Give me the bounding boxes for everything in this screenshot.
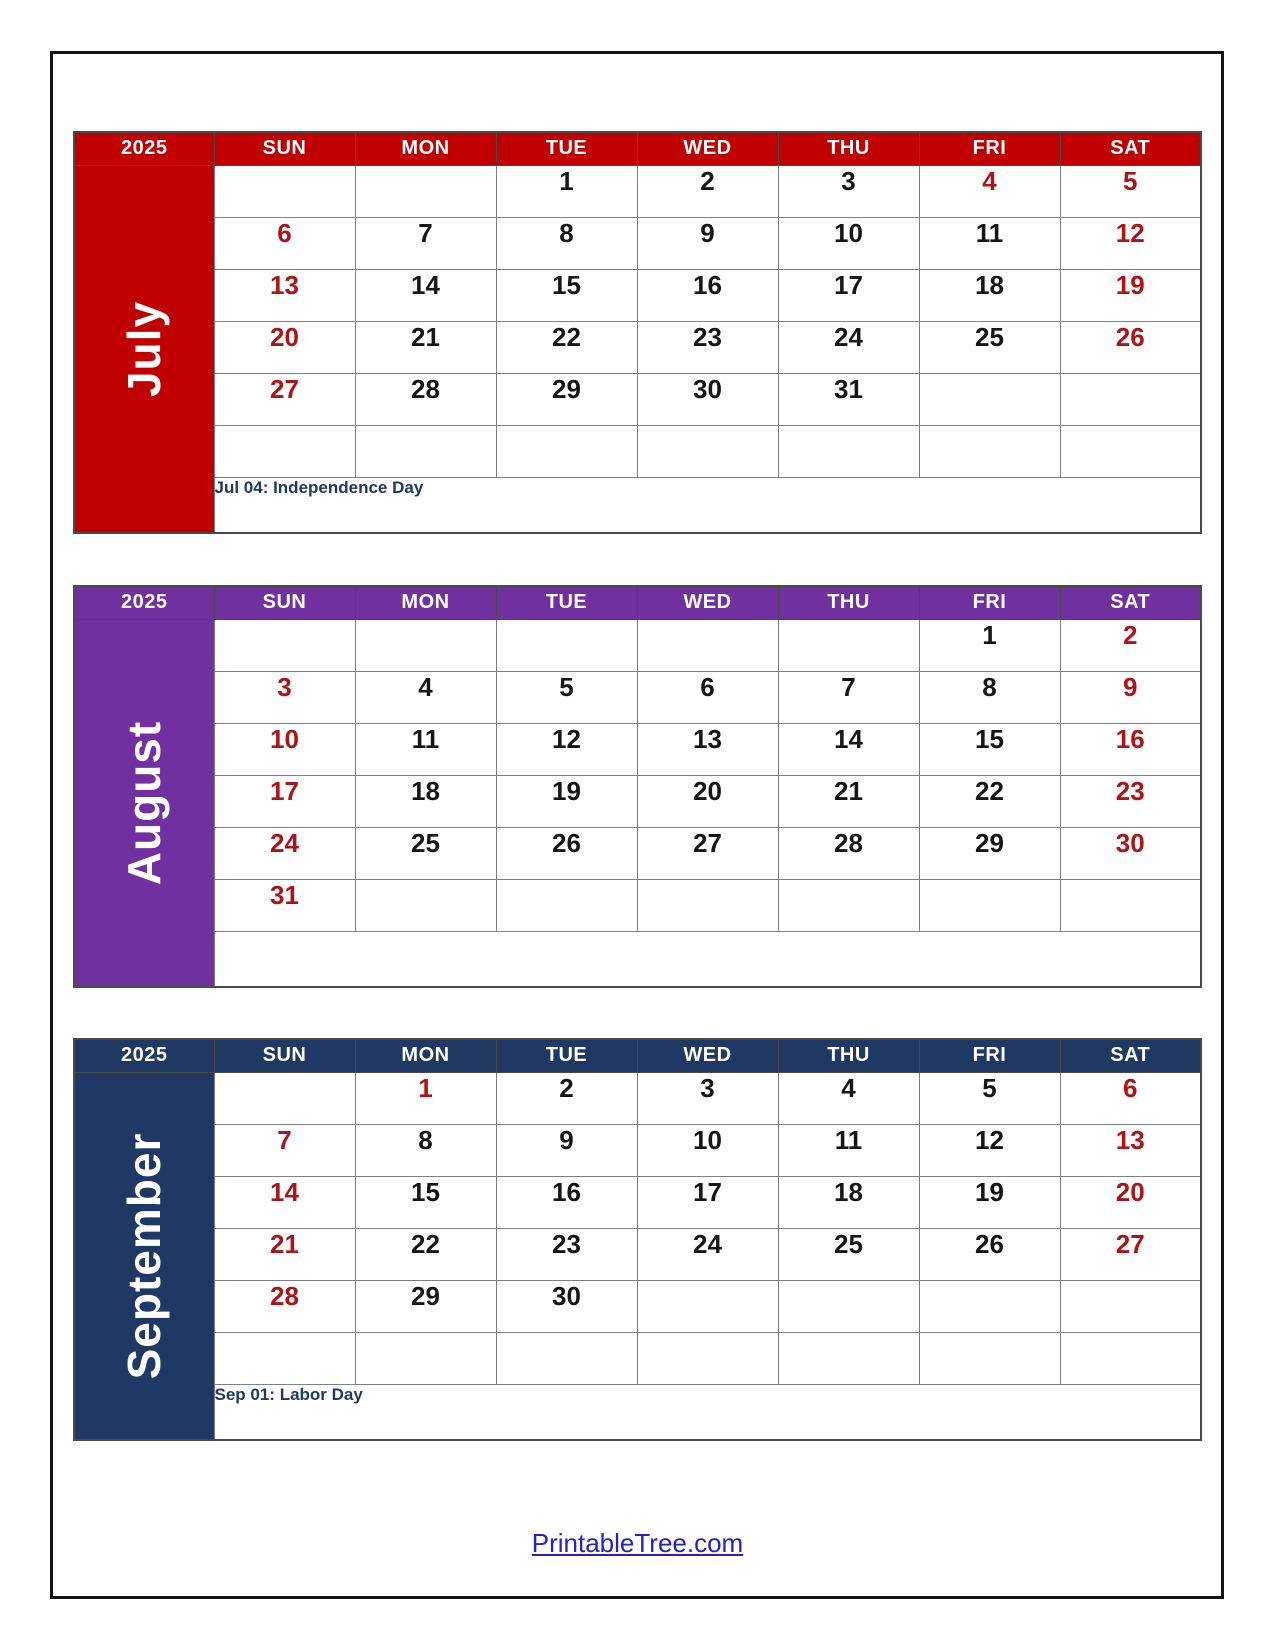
date-cell: 24	[778, 321, 919, 373]
calendar-table	[73, 585, 1202, 988]
date-cell-empty	[637, 1332, 778, 1384]
date-cell: 26	[496, 827, 637, 879]
date-cell-empty	[637, 425, 778, 477]
weekday-sun: SUN	[214, 586, 355, 619]
year-label: 2025	[74, 586, 214, 619]
weekday-sat: SAT	[1060, 132, 1201, 165]
date-cell: 7	[778, 671, 919, 723]
date-cell-empty	[1060, 879, 1201, 931]
week-row	[74, 217, 1201, 269]
date-cell: 25	[919, 321, 1060, 373]
date-cell: 4	[778, 1072, 919, 1124]
week-row	[74, 269, 1201, 321]
holiday-row	[74, 1384, 1201, 1440]
date-cell: 13	[1060, 1124, 1201, 1176]
date-cell-empty	[355, 619, 496, 671]
date-cell-empty	[496, 425, 637, 477]
date-cell: 6	[1060, 1072, 1201, 1124]
date-cell: 15	[919, 723, 1060, 775]
date-cell-empty	[778, 1280, 919, 1332]
date-cell: 8	[496, 217, 637, 269]
weekday-mon: MON	[355, 132, 496, 165]
date-cell-empty	[214, 165, 355, 217]
date-cell: 21	[214, 1228, 355, 1280]
date-cell: 29	[919, 827, 1060, 879]
weekday-sat: SAT	[1060, 1039, 1201, 1072]
week-row	[74, 321, 1201, 373]
date-cell: 2	[1060, 619, 1201, 671]
date-cell-empty	[637, 1280, 778, 1332]
date-cell: 29	[355, 1280, 496, 1332]
date-cell: 20	[1060, 1176, 1201, 1228]
date-cell: 18	[778, 1176, 919, 1228]
date-cell: 13	[214, 269, 355, 321]
date-cell: 1	[496, 165, 637, 217]
date-cell-empty	[919, 373, 1060, 425]
date-cell: 5	[919, 1072, 1060, 1124]
weekday-mon: MON	[355, 586, 496, 619]
weekday-tue: TUE	[496, 132, 637, 165]
date-cell: 22	[919, 775, 1060, 827]
month-label: September	[118, 1132, 171, 1380]
week-row	[74, 373, 1201, 425]
date-cell: 1	[919, 619, 1060, 671]
date-cell: 2	[496, 1072, 637, 1124]
date-cell-empty	[778, 879, 919, 931]
weekday-fri: FRI	[919, 132, 1060, 165]
date-cell: 21	[778, 775, 919, 827]
year-label: 2025	[74, 1039, 214, 1072]
date-cell: 26	[1060, 321, 1201, 373]
weekday-sun: SUN	[214, 1039, 355, 1072]
footer-link[interactable]: PrintableTree.com	[531, 1528, 744, 1558]
date-cell-empty	[919, 879, 1060, 931]
date-cell: 3	[778, 165, 919, 217]
date-cell-empty	[919, 1280, 1060, 1332]
weekday-wed: WED	[637, 1039, 778, 1072]
date-cell: 16	[1060, 723, 1201, 775]
date-cell: 11	[919, 217, 1060, 269]
date-cell: 23	[496, 1228, 637, 1280]
week-row	[74, 425, 1201, 477]
date-cell: 14	[214, 1176, 355, 1228]
date-cell: 2	[637, 165, 778, 217]
week-row	[74, 1332, 1201, 1384]
date-cell: 8	[355, 1124, 496, 1176]
weekday-tue: TUE	[496, 1039, 637, 1072]
date-cell: 13	[637, 723, 778, 775]
date-cell: 27	[637, 827, 778, 879]
date-cell: 14	[355, 269, 496, 321]
date-cell-empty	[1060, 1280, 1201, 1332]
date-cell: 16	[637, 269, 778, 321]
date-cell: 12	[1060, 217, 1201, 269]
date-cell: 8	[919, 671, 1060, 723]
date-cell: 17	[778, 269, 919, 321]
calendar-september	[73, 1038, 1202, 1441]
holiday-note: Sep 01: Labor Day	[214, 1384, 1201, 1440]
date-cell: 9	[637, 217, 778, 269]
date-cell: 6	[214, 217, 355, 269]
week-row	[74, 723, 1201, 775]
footer	[0, 1528, 1275, 1559]
date-cell-empty	[496, 1332, 637, 1384]
date-cell: 28	[778, 827, 919, 879]
date-cell: 20	[637, 775, 778, 827]
date-cell: 25	[355, 827, 496, 879]
date-cell: 23	[637, 321, 778, 373]
weekday-mon: MON	[355, 1039, 496, 1072]
header-row	[74, 132, 1201, 165]
date-cell: 14	[778, 723, 919, 775]
date-cell-empty	[637, 619, 778, 671]
date-cell-empty	[778, 425, 919, 477]
holiday-note: Jul 04: Independence Day	[214, 477, 1201, 533]
date-cell: 22	[355, 1228, 496, 1280]
date-cell-empty	[1060, 373, 1201, 425]
week-row	[74, 879, 1201, 931]
week-row	[74, 1228, 1201, 1280]
month-label: July	[118, 300, 171, 397]
holiday-note	[214, 931, 1201, 987]
date-cell: 22	[496, 321, 637, 373]
date-cell: 10	[214, 723, 355, 775]
week-row	[74, 775, 1201, 827]
date-cell: 24	[637, 1228, 778, 1280]
weekday-thu: THU	[778, 132, 919, 165]
calendar-august	[73, 585, 1202, 988]
date-cell: 28	[214, 1280, 355, 1332]
date-cell: 30	[1060, 827, 1201, 879]
date-cell: 6	[637, 671, 778, 723]
header-row	[74, 586, 1201, 619]
date-cell: 31	[778, 373, 919, 425]
week-row	[74, 1072, 1201, 1124]
date-cell: 16	[496, 1176, 637, 1228]
date-cell-empty	[355, 165, 496, 217]
date-cell-empty	[919, 425, 1060, 477]
weekday-tue: TUE	[496, 586, 637, 619]
week-row	[74, 827, 1201, 879]
weekday-wed: WED	[637, 132, 778, 165]
date-cell: 3	[214, 671, 355, 723]
date-cell: 18	[919, 269, 1060, 321]
month-band	[74, 1072, 214, 1440]
weekday-thu: THU	[778, 1039, 919, 1072]
week-row	[74, 1280, 1201, 1332]
date-cell: 27	[214, 373, 355, 425]
date-cell-empty	[1060, 425, 1201, 477]
date-cell: 15	[355, 1176, 496, 1228]
date-cell: 9	[1060, 671, 1201, 723]
date-cell: 19	[919, 1176, 1060, 1228]
holiday-row	[74, 931, 1201, 987]
weekday-fri: FRI	[919, 1039, 1060, 1072]
date-cell: 19	[1060, 269, 1201, 321]
date-cell: 7	[214, 1124, 355, 1176]
weekday-wed: WED	[637, 586, 778, 619]
week-row	[74, 1176, 1201, 1228]
date-cell: 18	[355, 775, 496, 827]
calendar-table	[73, 1038, 1202, 1441]
date-cell-empty	[355, 879, 496, 931]
date-cell: 29	[496, 373, 637, 425]
date-cell: 5	[1060, 165, 1201, 217]
date-cell: 17	[214, 775, 355, 827]
date-cell: 11	[355, 723, 496, 775]
date-cell: 30	[637, 373, 778, 425]
date-cell-empty	[214, 425, 355, 477]
date-cell: 7	[355, 217, 496, 269]
weekday-sat: SAT	[1060, 586, 1201, 619]
week-row	[74, 671, 1201, 723]
calendar-july	[73, 131, 1202, 534]
month-band	[74, 619, 214, 987]
weekday-sun: SUN	[214, 132, 355, 165]
date-cell: 15	[496, 269, 637, 321]
date-cell: 5	[496, 671, 637, 723]
date-cell: 19	[496, 775, 637, 827]
date-cell-empty	[1060, 1332, 1201, 1384]
date-cell-empty	[919, 1332, 1060, 1384]
date-cell: 28	[355, 373, 496, 425]
date-cell-empty	[496, 879, 637, 931]
date-cell: 10	[778, 217, 919, 269]
month-band	[74, 165, 214, 533]
date-cell-empty	[778, 1332, 919, 1384]
date-cell: 24	[214, 827, 355, 879]
date-cell-empty	[214, 1332, 355, 1384]
holiday-row	[74, 477, 1201, 533]
header-row	[74, 1039, 1201, 1072]
date-cell: 17	[637, 1176, 778, 1228]
calendar-table	[73, 131, 1202, 534]
date-cell: 10	[637, 1124, 778, 1176]
date-cell: 9	[496, 1124, 637, 1176]
date-cell: 4	[919, 165, 1060, 217]
date-cell-empty	[214, 619, 355, 671]
date-cell: 4	[355, 671, 496, 723]
date-cell: 23	[1060, 775, 1201, 827]
date-cell: 12	[496, 723, 637, 775]
week-row	[74, 619, 1201, 671]
date-cell-empty	[496, 619, 637, 671]
date-cell: 26	[919, 1228, 1060, 1280]
date-cell: 21	[355, 321, 496, 373]
date-cell-empty	[355, 1332, 496, 1384]
date-cell-empty	[637, 879, 778, 931]
week-row	[74, 165, 1201, 217]
weekday-fri: FRI	[919, 586, 1060, 619]
date-cell: 27	[1060, 1228, 1201, 1280]
date-cell: 20	[214, 321, 355, 373]
date-cell: 31	[214, 879, 355, 931]
date-cell-empty	[214, 1072, 355, 1124]
date-cell: 11	[778, 1124, 919, 1176]
date-cell: 30	[496, 1280, 637, 1332]
date-cell: 3	[637, 1072, 778, 1124]
year-label: 2025	[74, 132, 214, 165]
month-label: August	[118, 720, 171, 885]
date-cell: 25	[778, 1228, 919, 1280]
date-cell: 12	[919, 1124, 1060, 1176]
date-cell: 1	[355, 1072, 496, 1124]
weekday-thu: THU	[778, 586, 919, 619]
date-cell-empty	[355, 425, 496, 477]
date-cell-empty	[778, 619, 919, 671]
week-row	[74, 1124, 1201, 1176]
